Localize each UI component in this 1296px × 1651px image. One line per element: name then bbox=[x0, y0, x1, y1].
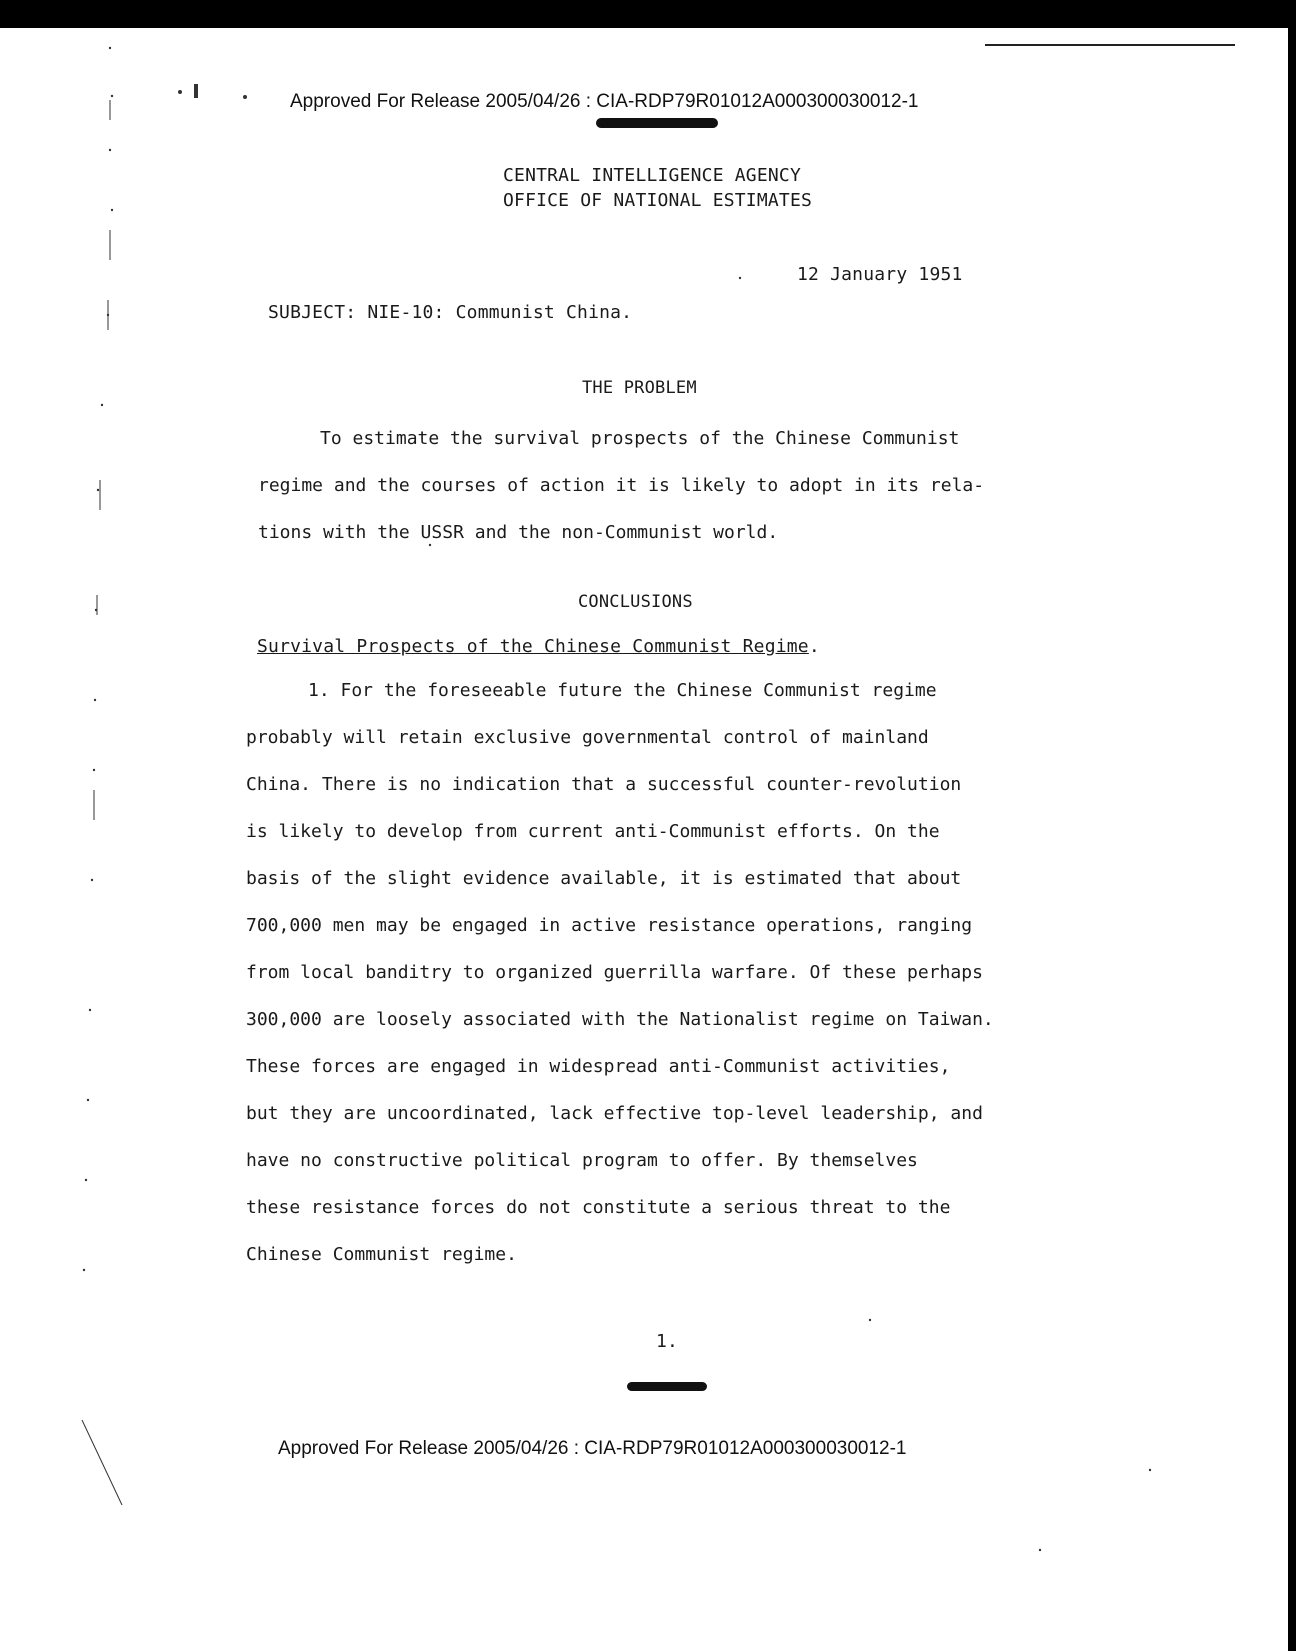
paragraph-line: 700,000 men may be engaged in active resistance operations, ranging bbox=[246, 915, 973, 936]
paragraph-line: These forces are engaged in widespread anti-Communist activities, bbox=[246, 1056, 951, 1077]
paragraph-line: 300,000 are loosely associated with the Nationalist regime on Taiwan. bbox=[246, 1009, 994, 1030]
paragraph-line: tions with the USSR and the non-Communist world. bbox=[258, 522, 779, 543]
redaction-mark-top bbox=[596, 118, 718, 128]
paragraph-line: these resistance forces do not constitute a serious threat to the bbox=[246, 1197, 951, 1218]
redaction-mark-bottom bbox=[627, 1382, 707, 1391]
section-title-period: . bbox=[808, 636, 820, 657]
page-number: 1. bbox=[656, 1331, 679, 1352]
conclusions-heading: CONCLUSIONS bbox=[578, 592, 693, 612]
problem-paragraph bbox=[258, 428, 984, 569]
paragraph-line: regime and the courses of action it is likely to adopt in its rela- bbox=[258, 475, 985, 496]
paragraph-line: is likely to develop from current anti-Communist efforts. On the bbox=[246, 821, 940, 842]
paragraph-line: basis of the slight evidence available, it is estimated that about bbox=[246, 868, 962, 889]
document-date: 12 January 1951 bbox=[797, 264, 963, 285]
scan-top-border bbox=[0, 0, 1296, 28]
paragraph-line: have no constructive political program to offer. By themselves bbox=[246, 1150, 918, 1171]
paragraph-line: probably will retain exclusive governmental control of mainland bbox=[246, 727, 929, 748]
section-title bbox=[257, 636, 820, 657]
paragraph-line: China. There is no indication that a successful counter-revolution bbox=[246, 774, 962, 795]
section-title-text: Survival Prospects of the Chinese Communist Regime bbox=[257, 636, 809, 657]
paragraph-line: from local banditry to organized guerrilla warfare. Of these perhaps bbox=[246, 962, 983, 983]
release-stamp-top: Approved For Release 2005/04/26 : CIA-RDP79R01012A000300030012-1 bbox=[290, 91, 919, 112]
agency-name: CENTRAL INTELLIGENCE AGENCY bbox=[503, 165, 801, 186]
scan-right-border bbox=[1288, 0, 1296, 1651]
release-stamp-bottom: Approved For Release 2005/04/26 : CIA-RDP79R01012A000300030012-1 bbox=[278, 1438, 907, 1459]
paragraph-line: Chinese Communist regime. bbox=[246, 1244, 517, 1265]
office-name: OFFICE OF NATIONAL ESTIMATES bbox=[503, 190, 813, 211]
paragraph-line: but they are uncoordinated, lack effective top-level leadership, and bbox=[246, 1103, 983, 1124]
top-rule bbox=[985, 44, 1235, 46]
subject-line: SUBJECT: NIE-10: Communist China. bbox=[268, 302, 633, 323]
conclusion-paragraph-1 bbox=[246, 680, 994, 1291]
problem-heading: THE PROBLEM bbox=[582, 378, 697, 398]
paragraph-line: 1. For the foreseeable future the Chinese Communist regime bbox=[308, 680, 937, 701]
paragraph-line: To estimate the survival prospects of the Chinese Communist bbox=[320, 428, 960, 449]
